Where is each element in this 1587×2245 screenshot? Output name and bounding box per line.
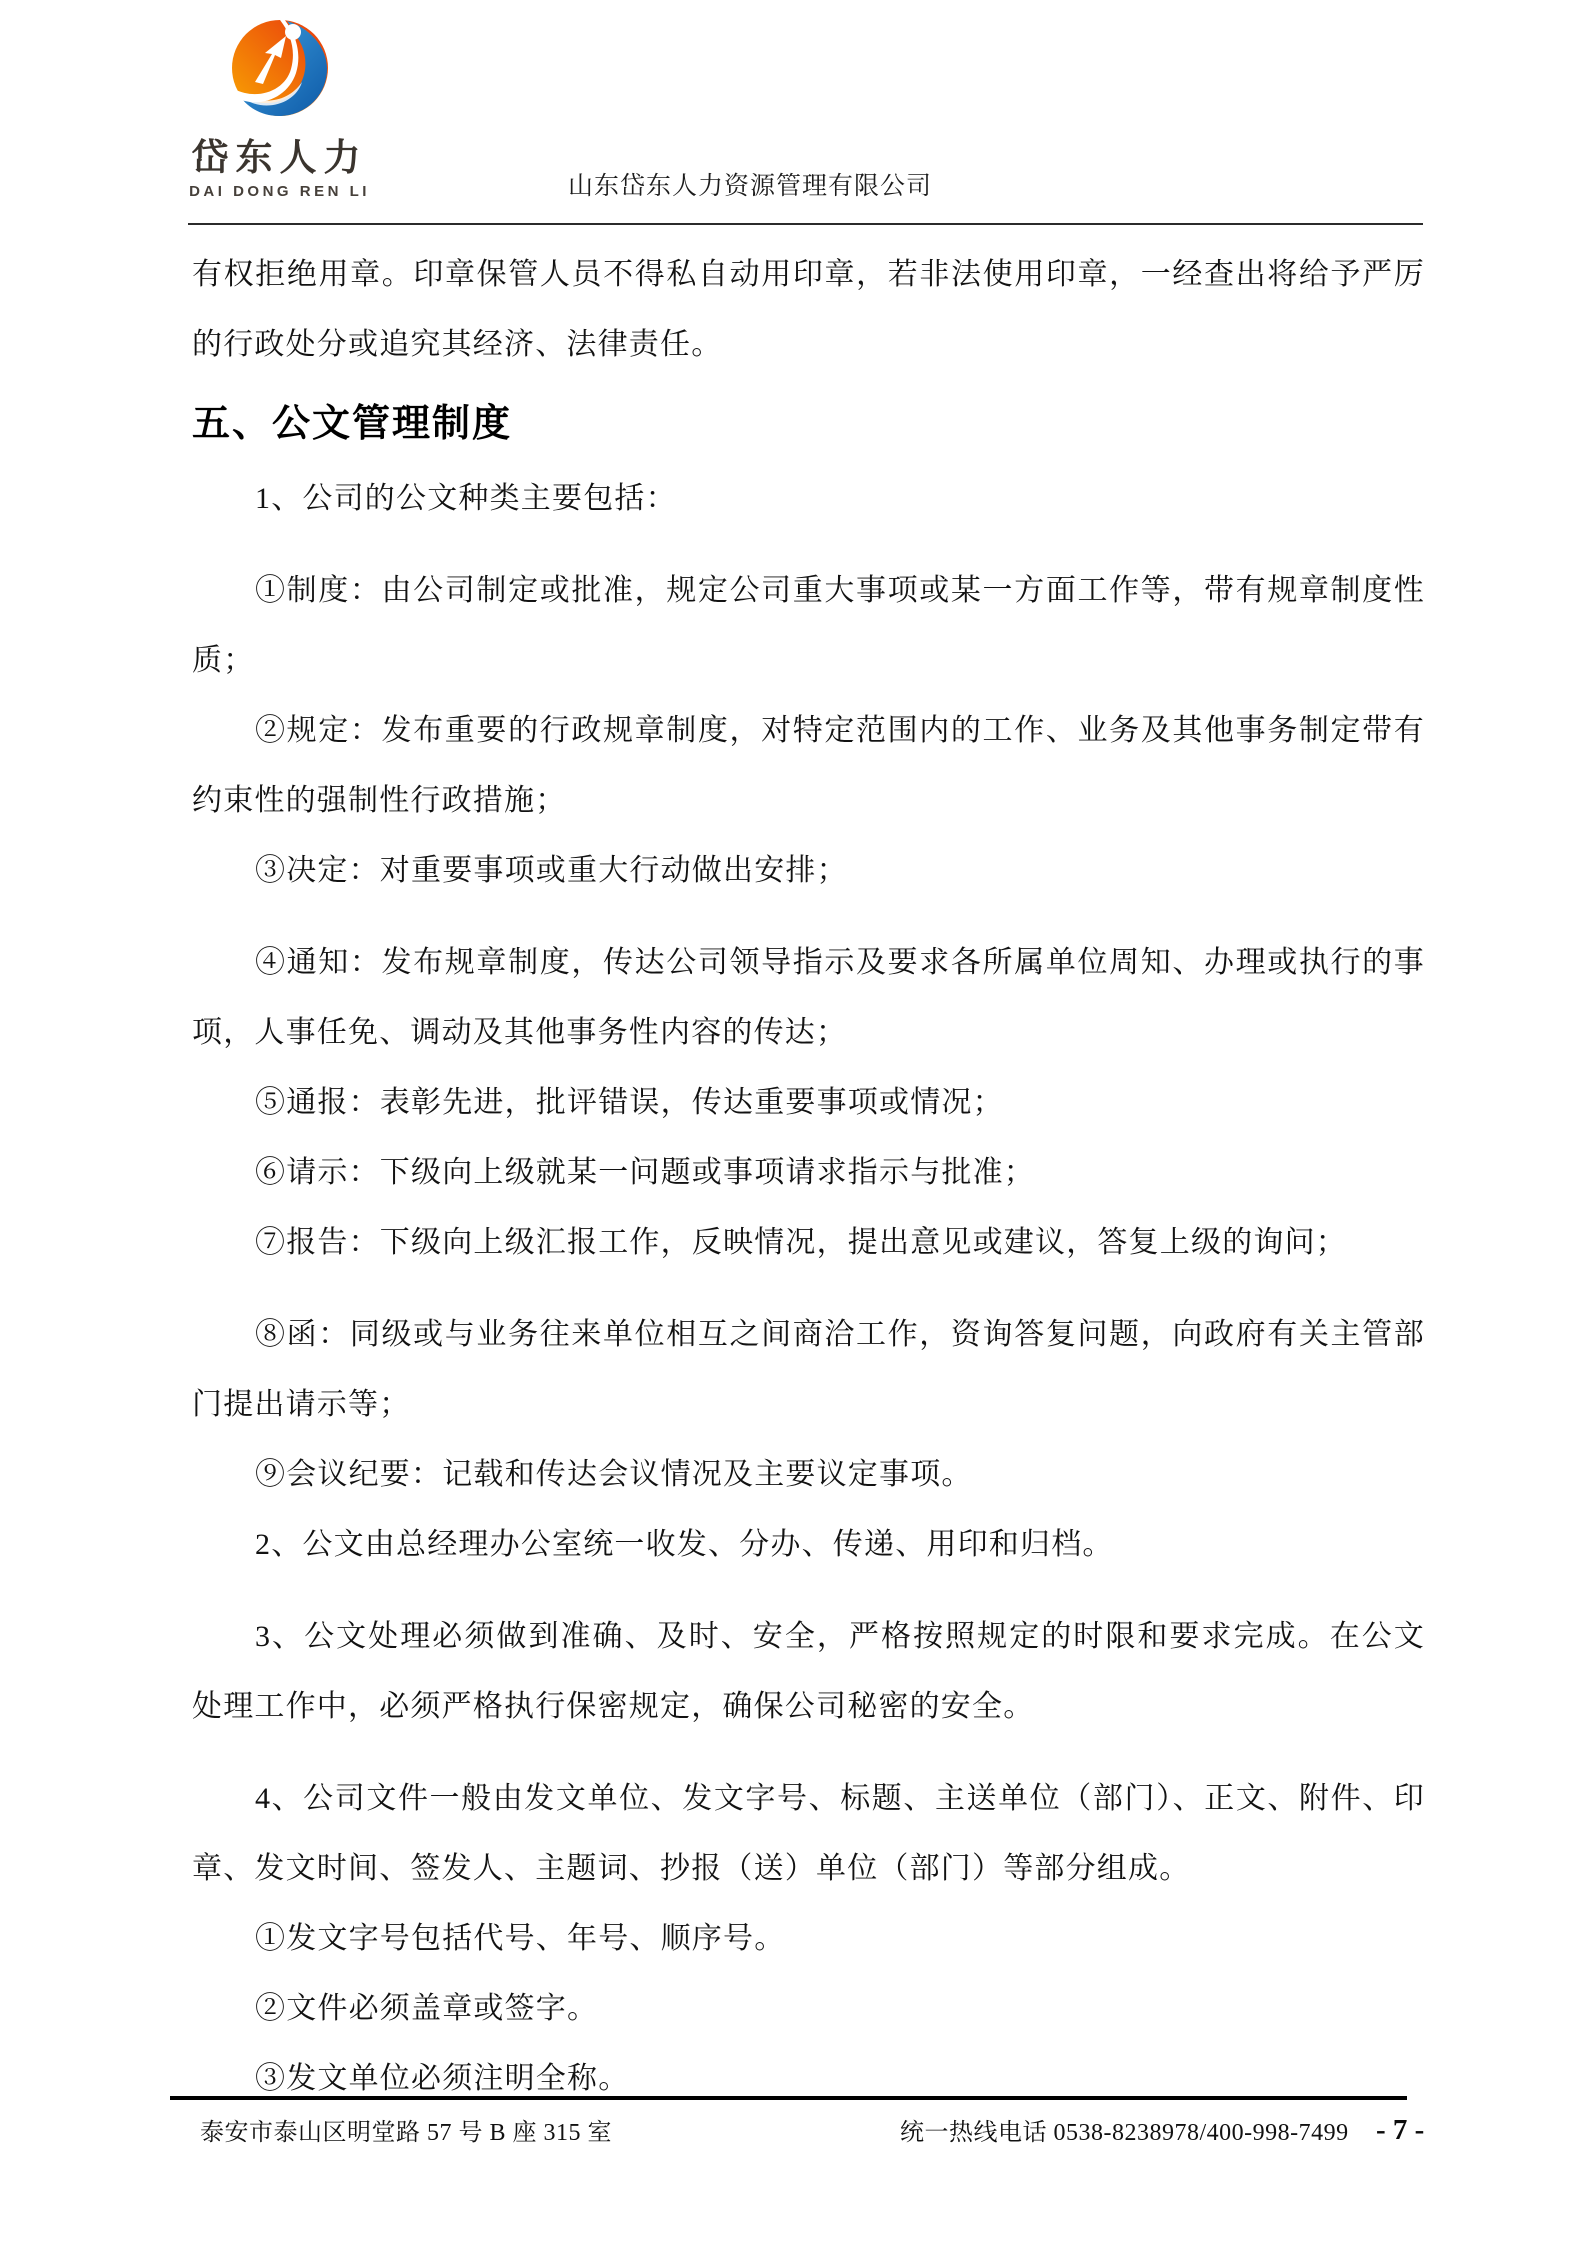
paragraph: 2、公文由总经理办公室统一收发、分办、传递、用印和归档。 xyxy=(255,1528,1114,1561)
header-divider xyxy=(188,223,1423,225)
paragraph: ⑤通报：表彰先进，批评错误，传达重要事项或情况； xyxy=(255,1086,1004,1119)
footer-divider xyxy=(170,2096,1407,2100)
footer-hotline: 统一热线电话 0538-8238978/400-998-7499 xyxy=(900,2120,1349,2146)
paragraph: 1、公司的公文种类主要包括： xyxy=(255,482,677,515)
paragraph: ⑨会议纪要：记载和传达会议情况及主要议定事项。 xyxy=(255,1458,973,1491)
logo-text-cn: 岱东人力 xyxy=(191,137,368,178)
paragraph: 3、公文处理必须做到准确、及时、安全，严格按照规定的时限和要求完成。在公文处理工作中，必须严格执行保密规定，确保公司秘密的安全。 xyxy=(192,1620,1425,1723)
company-logo xyxy=(182,18,377,200)
paragraph: ④通知：发布规章制度，传达公司领导指示及要求各所属单位周知、办理或执行的事项，人事任免、调动及其他事务性内容的传达； xyxy=(192,946,1425,1049)
logo-icon xyxy=(230,18,330,118)
section-heading: 五、公文管理制度 xyxy=(192,403,513,445)
paragraph: 有权拒绝用章。印章保管人员不得私自动用印章，若非法使用印章，一经查出将给予严厉的行政处分或追究其经济、法律责任。 xyxy=(192,258,1425,361)
paragraph: 4、公司文件一般由发文单位、发文字号、标题、主送单位（部门）、正文、附件、印章、发文时间、签发人、主题词、抄报（送）单位（部门）等部分组成。 xyxy=(192,1782,1425,1885)
logo-text-en: DAI DONG REN LI xyxy=(189,183,370,200)
paragraph: ①发文字号包括代号、年号、顺序号。 xyxy=(255,1922,786,1955)
paragraph: ②文件必须盖章或签字。 xyxy=(255,1992,599,2025)
paragraph: ⑥请示：下级向上级就某一问题或事项请求指示与批准； xyxy=(255,1156,1035,1189)
page-number: - 7 - xyxy=(1376,2114,1425,2146)
paragraph: ③决定：对重要事项或重大行动做出安排； xyxy=(255,854,848,887)
document-body xyxy=(192,240,1425,2114)
company-name: 山东岱东人力资源管理有限公司 xyxy=(567,173,932,200)
footer-address: 泰安市泰山区明堂路 57 号 B 座 315 室 xyxy=(200,2120,613,2146)
paragraph: ⑧函：同级或与业务往来单位相互之间商洽工作，资询答复问题，向政府有关主管部门提出请示等； xyxy=(192,1318,1425,1421)
paragraph: ③发文单位必须注明全称。 xyxy=(255,2062,630,2095)
paragraph: ①制度：由公司制定或批准，规定公司重大事项或某一方面工作等，带有规章制度性质； xyxy=(192,574,1425,677)
paragraph: ⑦报告：下级向上级汇报工作，反映情况，提出意见或建议，答复上级的询问； xyxy=(255,1226,1347,1259)
paragraph: ②规定：发布重要的行政规章制度，对特定范围内的工作、业务及其他事务制定带有约束性的强制性行政措施； xyxy=(192,714,1425,817)
